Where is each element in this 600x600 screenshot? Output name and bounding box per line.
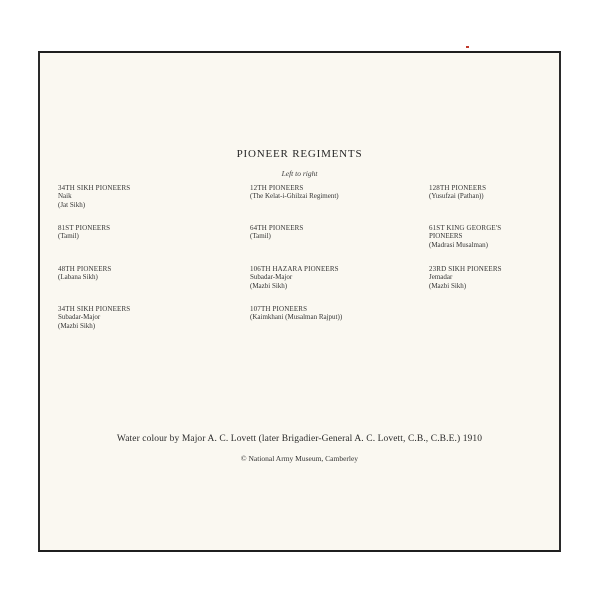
regiment-name: 61ST KING GEORGE'S	[429, 224, 502, 232]
class-text: (Mazbi Sikh)	[429, 281, 467, 290]
regiment-name: 81ST PIONEERS	[58, 224, 111, 232]
artist-credit: Water colour by Major A. C. Lovett (later Brigadier-General A. C. Lovett, C.B., C.B.E.) 1910	[116, 434, 483, 444]
regiment-name-continued: PIONEERS	[429, 232, 463, 241]
regiment-name: 12TH PIONEERS	[250, 184, 304, 192]
regiment-name: 106TH HAZARA PIONEERS	[250, 265, 339, 273]
red-edge-mark	[466, 46, 469, 48]
class-text: (Tamil)	[58, 232, 79, 241]
class-text: (Yusufzai (Pathan))	[429, 192, 484, 201]
regiment-entry	[429, 224, 501, 249]
regiment-entry	[58, 224, 110, 241]
regiment-name: 128TH PIONEERS	[429, 184, 487, 192]
class-text: (Mazbi Sikh)	[250, 281, 288, 290]
rank-text: Subadar-Major	[58, 313, 101, 322]
page-subtitle: Left to right	[281, 169, 318, 178]
rank-text: Jemadar	[429, 273, 453, 282]
copyright-notice: © National Army Museum, Camberley	[240, 454, 359, 463]
page-title: PIONEER REGIMENTS	[236, 148, 363, 160]
regiment-entry	[250, 224, 303, 241]
regiment-entry	[429, 184, 486, 201]
class-text: (The Kelat-i-Ghilzai Regiment)	[250, 192, 339, 201]
class-text: (Madrasi Musalman)	[429, 240, 488, 249]
regiment-entry	[429, 265, 502, 290]
rank-text: Subadar-Major	[250, 273, 293, 282]
regiment-entry	[58, 265, 111, 282]
regiment-name: 34TH SIKH PIONEERS	[58, 184, 131, 192]
rank-text: Naik	[58, 192, 72, 201]
regiment-name: 34TH SIKH PIONEERS	[58, 305, 131, 313]
class-text: (Jat Sikh)	[58, 200, 86, 209]
regiment-entry	[58, 184, 130, 209]
class-text: (Tamil)	[250, 232, 271, 241]
class-text: (Labana Sikh)	[58, 273, 98, 282]
class-text: (Kaimkhani (Musalman Rajput))	[250, 313, 343, 322]
regiment-entry	[250, 265, 339, 290]
caption-card	[38, 51, 561, 552]
regiment-name: 107TH PIONEERS	[250, 305, 308, 313]
class-text: (Mazbi Sikh)	[58, 321, 96, 330]
regiment-entry	[250, 305, 342, 322]
regiment-name: 23RD SIKH PIONEERS	[429, 265, 502, 273]
regiment-entry	[250, 184, 339, 201]
regiment-entry	[58, 305, 130, 330]
regiment-name: 64TH PIONEERS	[250, 224, 304, 232]
regiment-name: 48TH PIONEERS	[58, 265, 112, 273]
